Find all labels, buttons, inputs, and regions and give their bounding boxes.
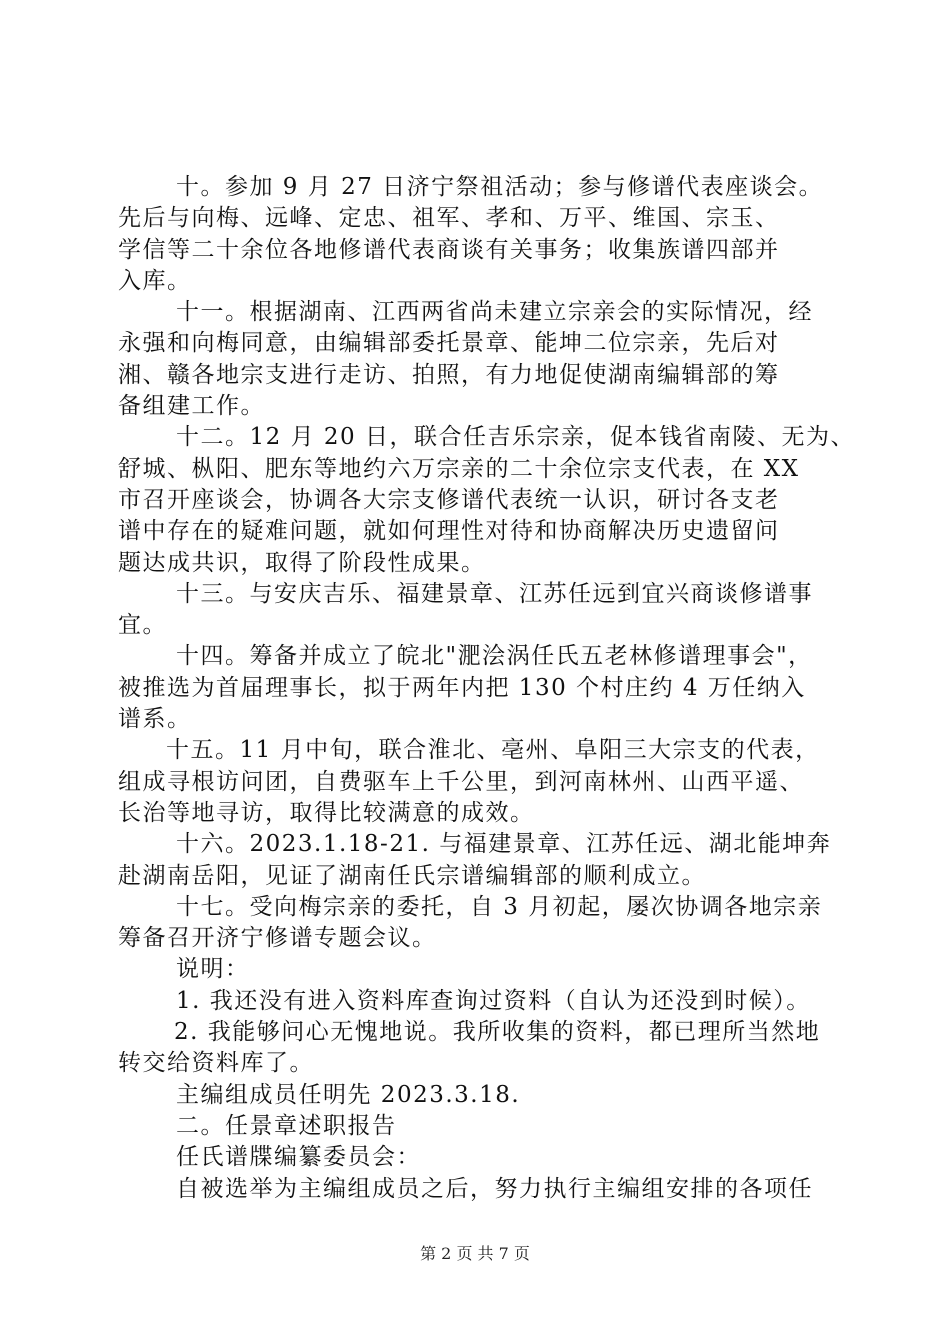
paragraph-17-line-2: 筹备召开济宁修谱专题会议。 bbox=[118, 925, 437, 952]
paragraph-10-line-3: 学信等二十余位各地修谱代表商谈有关事务；收集族谱四部并 bbox=[118, 236, 780, 263]
paragraph-14-line-3: 谱系。 bbox=[118, 706, 192, 733]
paragraph-13-line-1: 十三。与安庆吉乐、福建景章、江苏任远到宜兴商谈修谱事 bbox=[176, 580, 813, 607]
paragraph-15-line-2: 组成寻根访问团，自费驱车上千公里，到河南林州、山西平遥、 bbox=[118, 768, 804, 795]
page-footer: 第 2 页 共 7 页 bbox=[420, 1244, 530, 1263]
paragraph-12-line-5: 题达成共识，取得了阶段性成果。 bbox=[118, 549, 486, 576]
salutation: 任氏谱牒编纂委员会： bbox=[176, 1144, 421, 1171]
paragraph-10-line-4: 入库。 bbox=[118, 267, 192, 294]
paragraph-10-line-1: 十。参加 9 月 27 日济宁祭祖活动；参与修谱代表座谈会。 bbox=[176, 174, 824, 200]
note-item-1: 1. 我还没有进入资料库查询过资料（自认为还没到时候）。 bbox=[176, 987, 811, 1014]
section-heading: 二。任景章述职报告 bbox=[176, 1112, 397, 1139]
paragraph-17-line-1: 十七。受向梅宗亲的委托，自 3 月初起，屡次协调各地宗亲 bbox=[176, 893, 823, 920]
report-opening-line: 自被选举为主编组成员之后，努力执行主编组安排的各项任 bbox=[176, 1175, 813, 1202]
paragraph-12-line-2: 舒城、枞阳、肥东等地约六万宗亲的二十余位宗支代表，在 XX bbox=[118, 455, 800, 482]
paragraph-13-line-2: 宜。 bbox=[118, 612, 167, 639]
paragraph-14-line-2: 被推选为首届理事长，拟于两年内把 130 个村庄约 4 万任纳入 bbox=[118, 674, 806, 701]
paragraph-14-line-1: 十四。筹备并成立了皖北"淝浍涡任氏五老林修谱理事会"， bbox=[176, 643, 813, 670]
note-item-2-line-1: 2. 我能够问心无愧地说。我所收集的资料，都已理所当然地 bbox=[174, 1019, 821, 1046]
note-item-2-line-2: 转交给资料库了。 bbox=[118, 1050, 314, 1077]
paragraph-12-line-1: 十二。12 月 20 日，联合任吉乐宗亲，促本钱省南陵、无为、 bbox=[176, 424, 855, 451]
paragraph-11-line-3: 湘、赣各地宗支进行走访、拍照，有力地促使湖南编辑部的筹 bbox=[118, 361, 780, 388]
note-heading: 说明： bbox=[176, 956, 250, 983]
signature-line: 主编组成员任明先 2023.3.18. bbox=[176, 1081, 521, 1108]
paragraph-12-line-4: 谱中存在的疑难问题，就如何理性对待和协商解决历史遗留问 bbox=[118, 518, 780, 545]
paragraph-11-line-2: 永强和向梅同意，由编辑部委托景章、能坤二位宗亲，先后对 bbox=[118, 330, 780, 357]
paragraph-16-line-2: 赴湖南岳阳，见证了湖南任氏宗谱编辑部的顺利成立。 bbox=[118, 862, 706, 889]
paragraph-11-line-4: 备组建工作。 bbox=[118, 393, 265, 420]
paragraph-12-line-3: 市召开座谈会，协调各大宗支修谱代表统一认识，研讨各支老 bbox=[118, 486, 780, 513]
paragraph-11-line-1: 十一。根据湖南、江西两省尚未建立宗亲会的实际情况，经 bbox=[176, 299, 813, 326]
paragraph-15-line-3: 长治等地寻访，取得比较满意的成效。 bbox=[118, 799, 535, 826]
paragraph-16-line-1: 十六。2023.1.18-21. 与福建景章、江苏任远、湖北能坤奔 bbox=[176, 831, 832, 858]
paragraph-10-line-2: 先后与向梅、远峰、定忠、祖军、孝和、万平、维国、宗玉、 bbox=[118, 205, 780, 232]
paragraph-15-line-1: 十五。11 月中旬，联合淮北、亳州、阜阳三大宗支的代表， bbox=[166, 737, 820, 764]
document-body bbox=[118, 172, 855, 1205]
